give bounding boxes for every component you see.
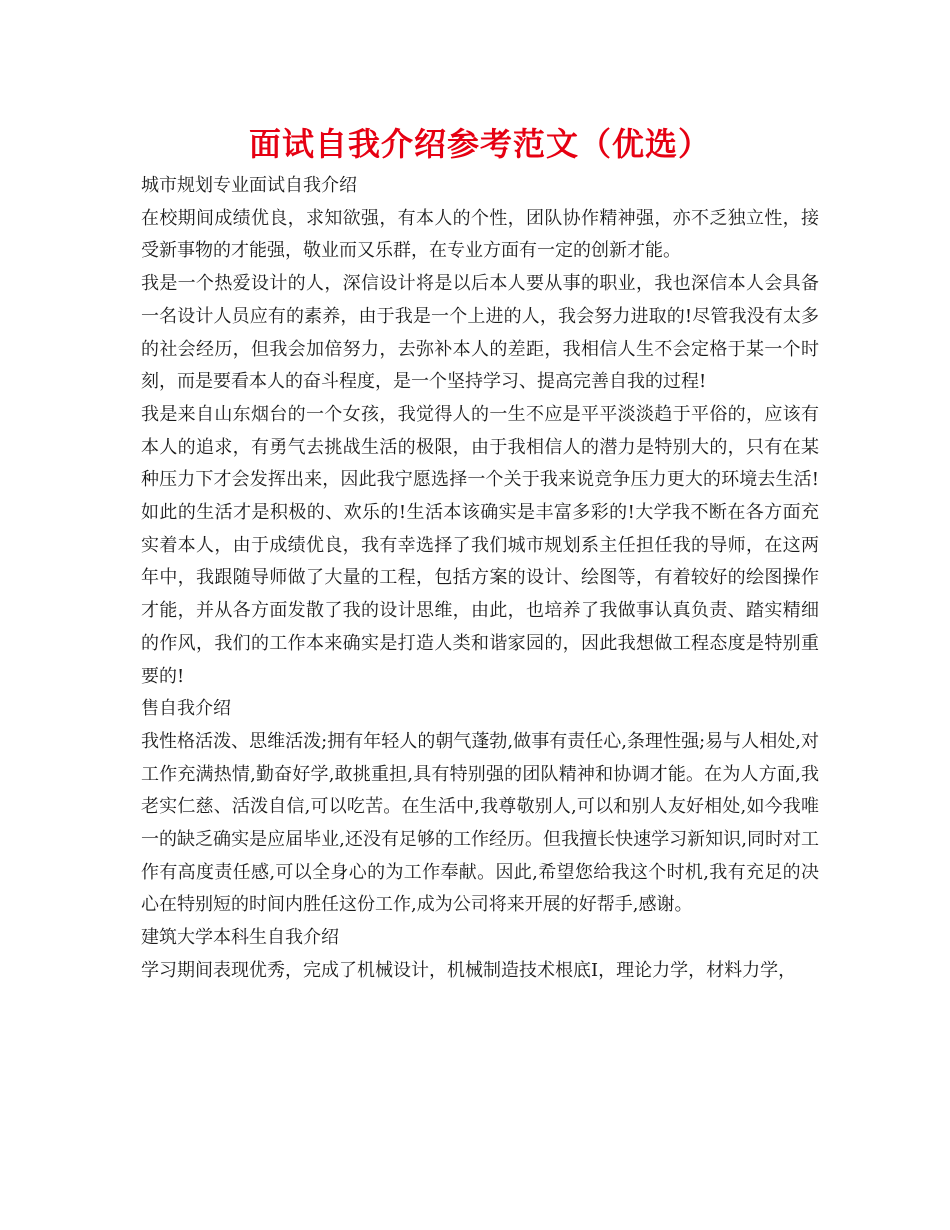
section-urban-planning [141, 170, 819, 693]
paragraph: 我是来自山东烟台的一个女孩，我觉得人的一生不应是平平淡淡趋于平俗的，应该有本人的追求，有勇气去挑战生活的极限，由于我相信人的潜力是特别大的，只有在某种压力下才会发挥出来，因此我宁愿选择一个关于我来说竞争压力更大的环境去生活!如此的生活才是积极的、欢乐的!生活本该确实是丰富多彩的!大学我不断在各方面充实着本人，由于成绩优良，我有幸选择了我们城市规划系主任担任我的导师，在这两年中，我跟随导师做了大量的工程，包括方案的设计、绘图等，有着较好的绘图操作才能，并从各方面发散了我的设计思维，由此，也培养了我做事认真负责、踏实精细的作风，我们的工作本来确实是打造人类和谐家园的，因此我想做工程态度是特别重要的! [141, 403, 819, 687]
document-page [141, 118, 819, 988]
section-heading: 建筑大学本科生自我介绍 [141, 927, 339, 949]
paragraph: 我是一个热爱设计的人，深信设计将是以后本人要从事的职业，我也深信本人会具备一名设计人员应有的素养，由于我是一个上进的人，我会努力进取的!尽管我没有太多的社会经历，但我会加倍努力，去弥补本人的差距，我相信人生不会定格于某一个时刻，而是要看本人的奋斗程度，是一个坚持学习、提高完善自我的过程! [141, 273, 819, 393]
section-architecture [141, 922, 819, 987]
paragraph: 学习期间表现优秀，完成了机械设计，机械制造技术根底Ⅰ，理论力学，材料力学， [141, 959, 797, 981]
section-heading: 售自我介绍 [141, 698, 231, 720]
section-heading: 城市规划专业面试自我介绍 [141, 175, 357, 196]
section-sales [141, 693, 819, 922]
document-title: 面试自我介绍参考范文（优选） [248, 125, 711, 163]
paragraph: 在校期间成绩优良，求知欲强，有本人的个性，团队协作精神强，亦不乏独立性，接受新事物的才能强，敬业而又乐群，在专业方面有一定的创新才能。 [141, 207, 819, 262]
paragraph: 我性格活泼、思维活泼;拥有年轻人的朝气蓬勃,做事有责任心,条理性强;易与人相处,对工作充满热情,勤奋好学,敢挑重担,具有特别强的团队精神和协调才能。在为人方面,我老实仁慈、活泼自信,可以吃苦。在生活中,我尊敬别人,可以和别人友好相处,如今我唯一的缺乏确实是应届毕业,还没有足够的工作经历。但我擅长快速学习新知识,同时对工作有高度责任感,可以全身心的为工作奉献。因此,希望您给我这个时机,我有充足的决心在特别短的时间内胜任这份工作,成为公司将来开展的好帮手,感谢。 [141, 730, 819, 916]
